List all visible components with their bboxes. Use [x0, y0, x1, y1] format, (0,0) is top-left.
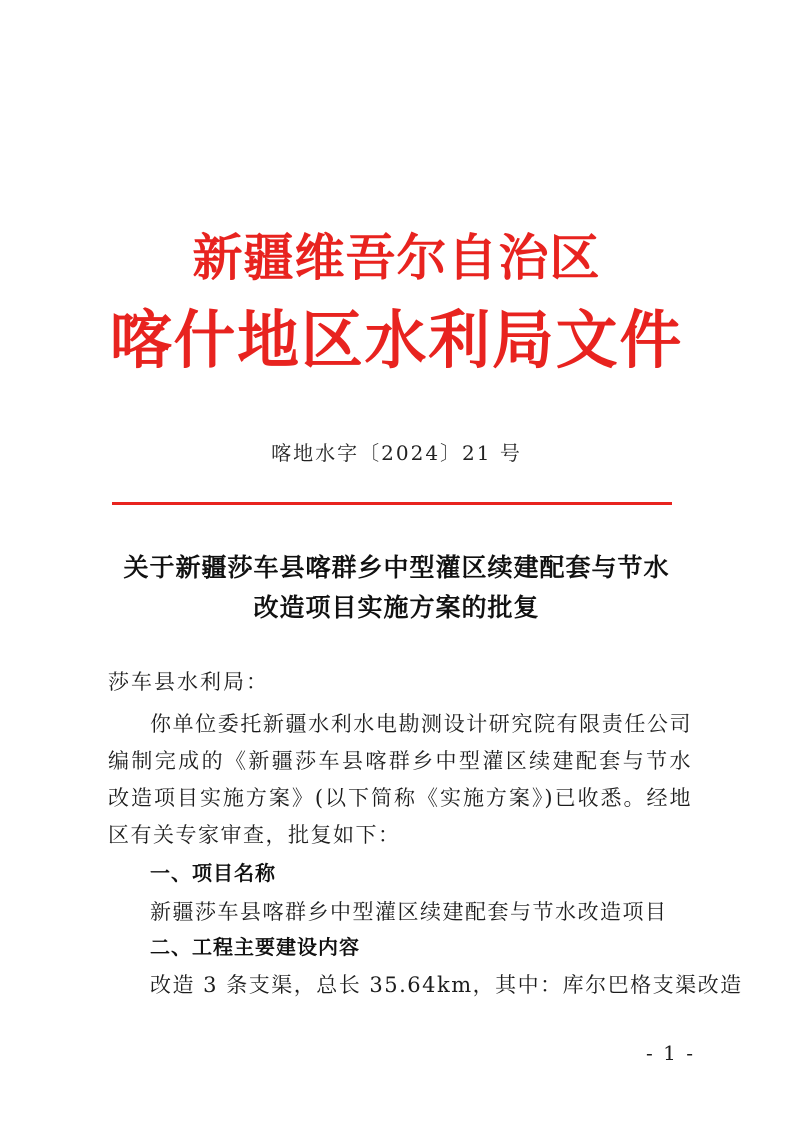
document-title [90, 548, 703, 628]
document-title-line-2: 改造项目实施方案的批复 [253, 593, 540, 622]
document-number: 喀地水字〔2024〕21 号 [271, 441, 522, 465]
section-heading-project-name: 一、项目名称 [150, 861, 276, 885]
issuing-authority-title: 喀什地区水利局文件 [109, 303, 684, 377]
page-number: - 1 - [646, 1041, 695, 1065]
body-paragraph: 你单位委托新疆水利水电勘测设计研究院有限责任公司编制完成的《新疆莎车县喀群乡中型灌区续建配套与节水改造项目实施方案》(以下简称《实施方案》)已收悉。经地区有关专家审查，批复如下： [108, 712, 692, 847]
issuing-region: 新疆维吾尔自治区 [192, 228, 601, 287]
section-text-construction-content: 改造 3 条支渠，总长 35.64km，其中：库尔巴格支渠改造 [150, 973, 743, 997]
section-text-project-name: 新疆莎车县喀群乡中型灌区续建配套与节水改造项目 [150, 900, 668, 924]
section-heading-construction-content: 二、工程主要建设内容 [150, 935, 360, 959]
document-title-line-1: 关于新疆莎车县喀群乡中型灌区续建配套与节水 [123, 553, 670, 582]
red-divider-line [112, 502, 672, 505]
recipient: 莎车县水利局： [108, 670, 269, 694]
